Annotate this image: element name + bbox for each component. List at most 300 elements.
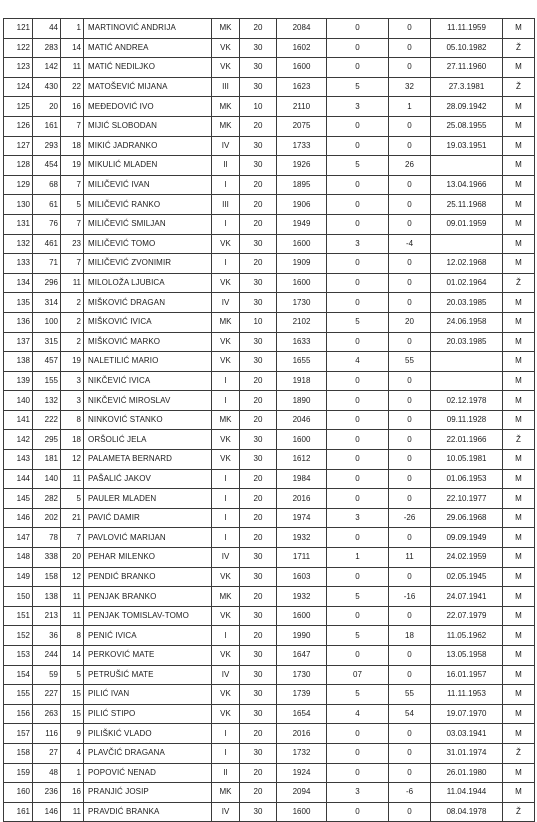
gender-cell: M — [503, 783, 535, 803]
name-cell: MIŠKOVIĆ DRAGAN — [84, 293, 212, 313]
category-cell: IV — [212, 548, 240, 568]
club-cell: 11 — [61, 58, 84, 78]
games-cell: 0 — [327, 371, 389, 391]
club-cell: 18 — [61, 430, 84, 450]
table-row — [4, 724, 535, 744]
birthdate-cell: 27.11.1960 — [431, 58, 503, 78]
gender-cell: M — [503, 214, 535, 234]
table-row — [4, 19, 535, 39]
table-row — [4, 567, 535, 587]
table-row — [4, 214, 535, 234]
birthdate-cell: 02.12.1978 — [431, 391, 503, 411]
rating-cell: 1984 — [277, 469, 327, 489]
row-number: 131 — [4, 214, 33, 234]
club-cell: 11 — [61, 273, 84, 293]
category-cell: III — [212, 77, 240, 97]
club-cell: 7 — [61, 175, 84, 195]
k-factor-cell: 30 — [240, 665, 277, 685]
rating-cell: 1602 — [277, 38, 327, 58]
row-number: 135 — [4, 293, 33, 313]
games-cell: 0 — [327, 19, 389, 39]
games-cell: 0 — [327, 410, 389, 430]
club-cell: 12 — [61, 450, 84, 470]
name-cell: MILIČEVIĆ RANKO — [84, 195, 212, 215]
change-cell: 0 — [389, 254, 431, 274]
games-cell: 4 — [327, 352, 389, 372]
category-cell: VK — [212, 450, 240, 470]
table-row — [4, 58, 535, 78]
birthdate-cell: 16.01.1957 — [431, 665, 503, 685]
id-cell: 244 — [33, 646, 61, 666]
category-cell: IV — [212, 293, 240, 313]
name-cell: PILIŠKIĆ VLADO — [84, 724, 212, 744]
name-cell: POPOVIĆ NENAD — [84, 763, 212, 783]
name-cell: MILOLOŽA LJUBICA — [84, 273, 212, 293]
birthdate-cell: 28.09.1942 — [431, 97, 503, 117]
rating-cell: 2084 — [277, 19, 327, 39]
rating-cell: 1974 — [277, 508, 327, 528]
id-cell: 59 — [33, 665, 61, 685]
k-factor-cell: 30 — [240, 58, 277, 78]
change-cell: 32 — [389, 77, 431, 97]
gender-cell: M — [503, 528, 535, 548]
rating-cell: 1600 — [277, 802, 327, 822]
gender-cell: Ž — [503, 743, 535, 763]
name-cell: MIKULIĆ MLADEN — [84, 156, 212, 176]
k-factor-cell: 30 — [240, 136, 277, 156]
id-cell: 181 — [33, 450, 61, 470]
k-factor-cell: 20 — [240, 116, 277, 136]
club-cell: 7 — [61, 116, 84, 136]
row-number: 128 — [4, 156, 33, 176]
k-factor-cell: 20 — [240, 528, 277, 548]
id-cell: 76 — [33, 214, 61, 234]
club-cell: 14 — [61, 646, 84, 666]
category-cell: I — [212, 489, 240, 509]
name-cell: PALAMETA BERNARD — [84, 450, 212, 470]
gender-cell: M — [503, 371, 535, 391]
name-cell: PAULER MLADEN — [84, 489, 212, 509]
table-row — [4, 234, 535, 254]
id-cell: 202 — [33, 508, 61, 528]
club-cell: 20 — [61, 548, 84, 568]
rating-cell: 1932 — [277, 528, 327, 548]
category-cell: I — [212, 214, 240, 234]
birthdate-cell: 11.05.1962 — [431, 626, 503, 646]
change-cell: 0 — [389, 469, 431, 489]
id-cell: 140 — [33, 469, 61, 489]
rating-cell: 1600 — [277, 273, 327, 293]
club-cell: 5 — [61, 665, 84, 685]
rating-cell: 1895 — [277, 175, 327, 195]
gender-cell: Ž — [503, 38, 535, 58]
games-cell: 0 — [327, 724, 389, 744]
k-factor-cell: 20 — [240, 214, 277, 234]
birthdate-cell — [431, 234, 503, 254]
rating-cell: 2016 — [277, 724, 327, 744]
table-row — [4, 665, 535, 685]
club-cell: 15 — [61, 704, 84, 724]
rating-cell: 1623 — [277, 77, 327, 97]
id-cell: 68 — [33, 175, 61, 195]
category-cell: III — [212, 195, 240, 215]
name-cell: MILIČEVIĆ SMILJAN — [84, 214, 212, 234]
id-cell: 48 — [33, 763, 61, 783]
games-cell: 4 — [327, 704, 389, 724]
change-cell: 0 — [389, 802, 431, 822]
name-cell: NIKČEVIĆ MIROSLAV — [84, 391, 212, 411]
name-cell: ORŠOLIĆ JELA — [84, 430, 212, 450]
category-cell: MK — [212, 97, 240, 117]
k-factor-cell: 30 — [240, 606, 277, 626]
name-cell: MATIĆ ANDREA — [84, 38, 212, 58]
gender-cell: M — [503, 195, 535, 215]
club-cell: 8 — [61, 626, 84, 646]
table-row — [4, 410, 535, 430]
club-cell: 14 — [61, 38, 84, 58]
name-cell: MARTINOVIĆ ANDRIJA — [84, 19, 212, 39]
change-cell: 0 — [389, 19, 431, 39]
change-cell: -26 — [389, 508, 431, 528]
gender-cell: M — [503, 156, 535, 176]
change-cell: 0 — [389, 489, 431, 509]
club-cell: 5 — [61, 489, 84, 509]
category-cell: VK — [212, 685, 240, 705]
club-cell: 19 — [61, 352, 84, 372]
change-cell: 0 — [389, 58, 431, 78]
k-factor-cell: 30 — [240, 567, 277, 587]
row-number: 151 — [4, 606, 33, 626]
club-cell: 11 — [61, 802, 84, 822]
rating-cell: 1918 — [277, 371, 327, 391]
id-cell: 71 — [33, 254, 61, 274]
row-number: 136 — [4, 312, 33, 332]
row-number: 155 — [4, 685, 33, 705]
games-cell: 0 — [327, 802, 389, 822]
k-factor-cell: 30 — [240, 156, 277, 176]
name-cell: PAVIĆ DAMIR — [84, 508, 212, 528]
table-row — [4, 38, 535, 58]
id-cell: 296 — [33, 273, 61, 293]
club-cell: 4 — [61, 743, 84, 763]
club-cell: 23 — [61, 234, 84, 254]
club-cell: 2 — [61, 332, 84, 352]
gender-cell: M — [503, 136, 535, 156]
rating-cell: 2094 — [277, 783, 327, 803]
gender-cell: M — [503, 646, 535, 666]
birthdate-cell: 13.04.1966 — [431, 175, 503, 195]
row-number: 150 — [4, 587, 33, 607]
table-row — [4, 489, 535, 509]
id-cell: 100 — [33, 312, 61, 332]
k-factor-cell: 20 — [240, 489, 277, 509]
id-cell: 132 — [33, 391, 61, 411]
birthdate-cell: 01.02.1964 — [431, 273, 503, 293]
birthdate-cell: 10.05.1981 — [431, 450, 503, 470]
birthdate-cell — [431, 352, 503, 372]
category-cell: I — [212, 508, 240, 528]
k-factor-cell: 30 — [240, 743, 277, 763]
k-factor-cell: 30 — [240, 293, 277, 313]
row-number: 122 — [4, 38, 33, 58]
rating-cell: 2046 — [277, 410, 327, 430]
change-cell: 54 — [389, 704, 431, 724]
row-number: 127 — [4, 136, 33, 156]
k-factor-cell: 30 — [240, 430, 277, 450]
k-factor-cell: 20 — [240, 469, 277, 489]
games-cell: 0 — [327, 430, 389, 450]
gender-cell: M — [503, 116, 535, 136]
id-cell: 295 — [33, 430, 61, 450]
k-factor-cell: 30 — [240, 450, 277, 470]
k-factor-cell: 20 — [240, 783, 277, 803]
games-cell: 0 — [327, 528, 389, 548]
name-cell: NALETILIĆ MARIO — [84, 352, 212, 372]
club-cell: 16 — [61, 783, 84, 803]
table-row — [4, 646, 535, 666]
k-factor-cell: 20 — [240, 724, 277, 744]
change-cell: 0 — [389, 293, 431, 313]
birthdate-cell: 26.01.1980 — [431, 763, 503, 783]
birthdate-cell: 11.04.1944 — [431, 783, 503, 803]
change-cell: 0 — [389, 606, 431, 626]
gender-cell: M — [503, 410, 535, 430]
rating-cell: 1600 — [277, 234, 327, 254]
category-cell: I — [212, 626, 240, 646]
games-cell: 5 — [327, 685, 389, 705]
games-cell: 07 — [327, 665, 389, 685]
birthdate-cell: 20.03.1985 — [431, 293, 503, 313]
id-cell: 338 — [33, 548, 61, 568]
table-row — [4, 802, 535, 822]
category-cell: VK — [212, 38, 240, 58]
club-cell: 9 — [61, 724, 84, 744]
club-cell: 18 — [61, 136, 84, 156]
gender-cell: M — [503, 234, 535, 254]
birthdate-cell: 03.03.1941 — [431, 724, 503, 744]
table-row — [4, 783, 535, 803]
gender-cell: Ž — [503, 77, 535, 97]
table-row — [4, 743, 535, 763]
name-cell: PLAVČIĆ DRAGANA — [84, 743, 212, 763]
name-cell: PERKOVIĆ MATE — [84, 646, 212, 666]
row-number: 140 — [4, 391, 33, 411]
gender-cell: M — [503, 254, 535, 274]
name-cell: MILIČEVIĆ IVAN — [84, 175, 212, 195]
rating-cell: 1600 — [277, 430, 327, 450]
table-row — [4, 116, 535, 136]
id-cell: 315 — [33, 332, 61, 352]
category-cell: MK — [212, 312, 240, 332]
change-cell: 0 — [389, 567, 431, 587]
birthdate-cell: 22.07.1979 — [431, 606, 503, 626]
change-cell: 0 — [389, 332, 431, 352]
k-factor-cell: 20 — [240, 371, 277, 391]
row-number: 139 — [4, 371, 33, 391]
gender-cell: M — [503, 508, 535, 528]
category-cell: I — [212, 391, 240, 411]
name-cell: MILIČEVIĆ ZVONIMIR — [84, 254, 212, 274]
change-cell: 0 — [389, 175, 431, 195]
k-factor-cell: 30 — [240, 332, 277, 352]
name-cell: NIKČEVIĆ IVICA — [84, 371, 212, 391]
category-cell: MK — [212, 19, 240, 39]
change-cell: 0 — [389, 410, 431, 430]
change-cell: 18 — [389, 626, 431, 646]
row-number: 137 — [4, 332, 33, 352]
category-cell: IV — [212, 136, 240, 156]
k-factor-cell: 20 — [240, 391, 277, 411]
gender-cell: M — [503, 567, 535, 587]
id-cell: 138 — [33, 587, 61, 607]
name-cell: PETRUŠIĆ MATE — [84, 665, 212, 685]
name-cell: MATOŠEVIĆ MIJANA — [84, 77, 212, 97]
club-cell: 1 — [61, 763, 84, 783]
k-factor-cell: 30 — [240, 802, 277, 822]
row-number: 124 — [4, 77, 33, 97]
id-cell: 20 — [33, 97, 61, 117]
row-number: 147 — [4, 528, 33, 548]
row-number: 148 — [4, 548, 33, 568]
games-cell: 0 — [327, 391, 389, 411]
club-cell: 8 — [61, 410, 84, 430]
rating-cell: 2075 — [277, 116, 327, 136]
category-cell: MK — [212, 116, 240, 136]
name-cell: MIJIĆ SLOBODAN — [84, 116, 212, 136]
name-cell: NINKOVIĆ STANKO — [84, 410, 212, 430]
games-cell: 0 — [327, 58, 389, 78]
change-cell: 0 — [389, 116, 431, 136]
row-number: 149 — [4, 567, 33, 587]
gender-cell: M — [503, 685, 535, 705]
change-cell: 0 — [389, 38, 431, 58]
name-cell: PILIĆ STIPO — [84, 704, 212, 724]
birthdate-cell: 25.11.1968 — [431, 195, 503, 215]
gender-cell: M — [503, 293, 535, 313]
club-cell: 11 — [61, 469, 84, 489]
row-number: 152 — [4, 626, 33, 646]
gender-cell: M — [503, 548, 535, 568]
games-cell: 0 — [327, 254, 389, 274]
k-factor-cell: 10 — [240, 312, 277, 332]
id-cell: 36 — [33, 626, 61, 646]
k-factor-cell: 20 — [240, 626, 277, 646]
gender-cell: M — [503, 312, 535, 332]
id-cell: 293 — [33, 136, 61, 156]
birthdate-cell: 02.05.1945 — [431, 567, 503, 587]
club-cell: 21 — [61, 508, 84, 528]
change-cell: 26 — [389, 156, 431, 176]
table-row — [4, 450, 535, 470]
k-factor-cell: 20 — [240, 508, 277, 528]
change-cell: 20 — [389, 312, 431, 332]
gender-cell: M — [503, 704, 535, 724]
id-cell: 263 — [33, 704, 61, 724]
change-cell: 0 — [389, 763, 431, 783]
games-cell: 0 — [327, 195, 389, 215]
birthdate-cell: 09.01.1959 — [431, 214, 503, 234]
row-number: 123 — [4, 58, 33, 78]
id-cell: 146 — [33, 802, 61, 822]
row-number: 154 — [4, 665, 33, 685]
birthdate-cell: 19.07.1970 — [431, 704, 503, 724]
table-row — [4, 587, 535, 607]
club-cell: 11 — [61, 587, 84, 607]
birthdate-cell: 31.01.1974 — [431, 743, 503, 763]
row-number: 141 — [4, 410, 33, 430]
rating-cell: 1733 — [277, 136, 327, 156]
gender-cell: M — [503, 665, 535, 685]
category-cell: I — [212, 175, 240, 195]
k-factor-cell: 10 — [240, 97, 277, 117]
gender-cell: M — [503, 352, 535, 372]
k-factor-cell: 20 — [240, 254, 277, 274]
table-row — [4, 763, 535, 783]
table-row — [4, 548, 535, 568]
club-cell: 12 — [61, 567, 84, 587]
id-cell: 61 — [33, 195, 61, 215]
change-cell: 0 — [389, 430, 431, 450]
category-cell: MK — [212, 410, 240, 430]
games-cell: 3 — [327, 234, 389, 254]
name-cell: MEĐEDOVIĆ IVO — [84, 97, 212, 117]
change-cell: -6 — [389, 783, 431, 803]
category-cell: I — [212, 743, 240, 763]
category-cell: VK — [212, 704, 240, 724]
name-cell: PENJAK TOMISLAV-TOMO — [84, 606, 212, 626]
birthdate-cell: 01.06.1953 — [431, 469, 503, 489]
change-cell: 0 — [389, 273, 431, 293]
table-row — [4, 195, 535, 215]
games-cell: 0 — [327, 606, 389, 626]
id-cell: 155 — [33, 371, 61, 391]
rating-cell: 1612 — [277, 450, 327, 470]
table-row — [4, 254, 535, 274]
name-cell: PILIĆ IVAN — [84, 685, 212, 705]
rating-cell: 1730 — [277, 665, 327, 685]
id-cell: 116 — [33, 724, 61, 744]
category-cell: VK — [212, 606, 240, 626]
rating-cell: 1655 — [277, 352, 327, 372]
category-cell: IV — [212, 802, 240, 822]
club-cell: 22 — [61, 77, 84, 97]
rating-cell: 1924 — [277, 763, 327, 783]
id-cell: 227 — [33, 685, 61, 705]
category-cell: VK — [212, 332, 240, 352]
category-cell: II — [212, 763, 240, 783]
birthdate-cell: 13.05.1958 — [431, 646, 503, 666]
id-cell: 142 — [33, 58, 61, 78]
id-cell: 457 — [33, 352, 61, 372]
rating-cell: 1949 — [277, 214, 327, 234]
table-row — [4, 136, 535, 156]
games-cell: 5 — [327, 77, 389, 97]
games-cell: 0 — [327, 450, 389, 470]
games-cell: 0 — [327, 214, 389, 234]
table-row — [4, 175, 535, 195]
club-cell: 11 — [61, 606, 84, 626]
change-cell: 0 — [389, 450, 431, 470]
row-number: 158 — [4, 743, 33, 763]
rating-cell: 1732 — [277, 743, 327, 763]
row-number: 142 — [4, 430, 33, 450]
change-cell: 0 — [389, 724, 431, 744]
birthdate-cell — [431, 156, 503, 176]
k-factor-cell: 30 — [240, 352, 277, 372]
games-cell: 0 — [327, 175, 389, 195]
change-cell: 0 — [389, 371, 431, 391]
row-number: 143 — [4, 450, 33, 470]
